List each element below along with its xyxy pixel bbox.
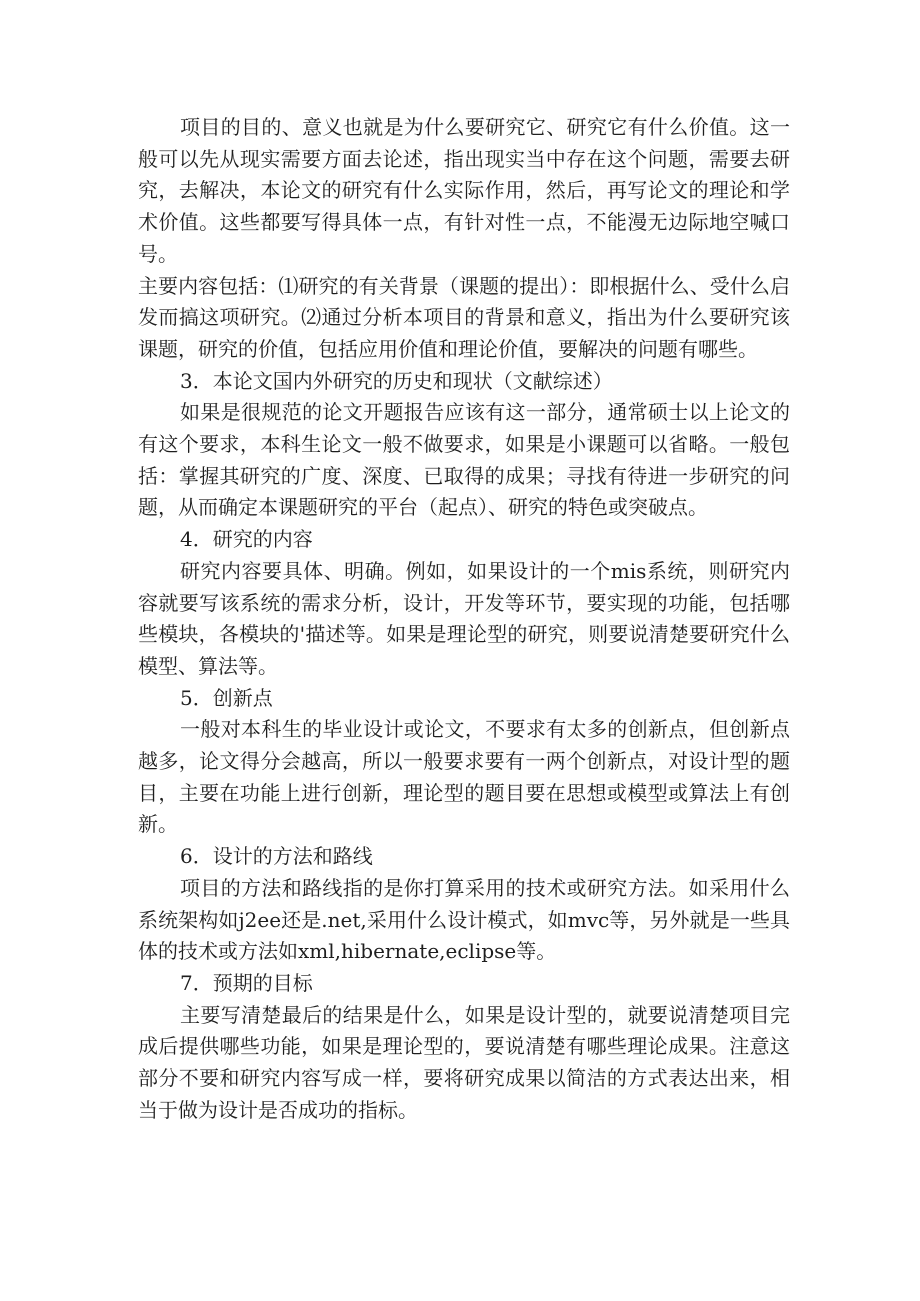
heading-method-route: 6．设计的方法和路线 bbox=[180, 844, 373, 869]
paragraph-expected-goals: 主要写清楚最后的结果是什么，如果是设计型的，就要说清楚项目完成后提供哪些功能，如果是理论型的，要说清楚有哪些理论成果。注意这部分不要和研究内容写成一样，要将研究成果以简洁的方式表达出来，相当于做为设计是否成功的指标。 bbox=[138, 1002, 790, 1122]
heading-expected-goals: 7．预期的目标 bbox=[180, 970, 313, 995]
document-page bbox=[138, 112, 790, 1127]
heading-innovation: 5．创新点 bbox=[180, 685, 273, 710]
paragraph-research-content: 研究内容要具体、明确。例如，如果设计的一个mis系统，则研究内容就要写该系统的需求分析，设计，开发等环节，要实现的功能，包括哪些模块，各模块的'描述等。如果是理论型的研究，则要说清楚要研究什么模型、算法等。 bbox=[138, 558, 790, 678]
paragraph-literature-review: 如果是很规范的论文开题报告应该有这一部分，通常硕士以上论文的有这个要求，本科生论文一般不做要求，如果是小课题可以省略。一般包括：掌握其研究的广度、深度、已取得的成果；寻找有待进一步研究的问题，从而确定本课题研究的平台（起点）、研究的特色或突破点。 bbox=[138, 400, 790, 520]
paragraph-purpose: 项目的目的、意义也就是为什么要研究它、研究它有什么价值。这一般可以先从现实需要方面去论述，指出现实当中存在这个问题，需要去研究，去解决，本论文的研究有什么实际作用，然后，再写论文的理论和学术价值。这些都要写得具体一点，有针对性一点，不能漫无边际地空喊口号。 bbox=[138, 115, 790, 266]
heading-research-content: 4．研究的内容 bbox=[180, 527, 313, 552]
paragraph-innovation: 一般对本科生的毕业设计或论文，不要求有太多的创新点，但创新点越多，论文得分会越高，所以一般要求要有一两个创新点，对设计型的题目，主要在功能上进行创新，理论型的题目要在思想或模型或算法上有创新。 bbox=[138, 717, 790, 837]
paragraph-method-route: 项目的方法和路线指的是你打算采用的技术或研究方法。如采用什么系统架构如j2ee还是.net,采用什么设计模式，如mvc等，另外就是一些具体的技术或方法如xml,hibernate,eclipse等。 bbox=[138, 875, 790, 964]
heading-literature-review: 3．本论文国内外研究的历史和现状（文献综述） bbox=[180, 368, 613, 393]
paragraph-main-content: 主要内容包括：⑴研究的有关背景（课题的提出）：即根据什么、受什么启发而搞这项研究。⑵通过分析本项目的背景和意义，指出为什么要研究该课题，研究的价值，包括应用价值和理论价值，要解决的问题有哪些。 bbox=[138, 273, 790, 361]
